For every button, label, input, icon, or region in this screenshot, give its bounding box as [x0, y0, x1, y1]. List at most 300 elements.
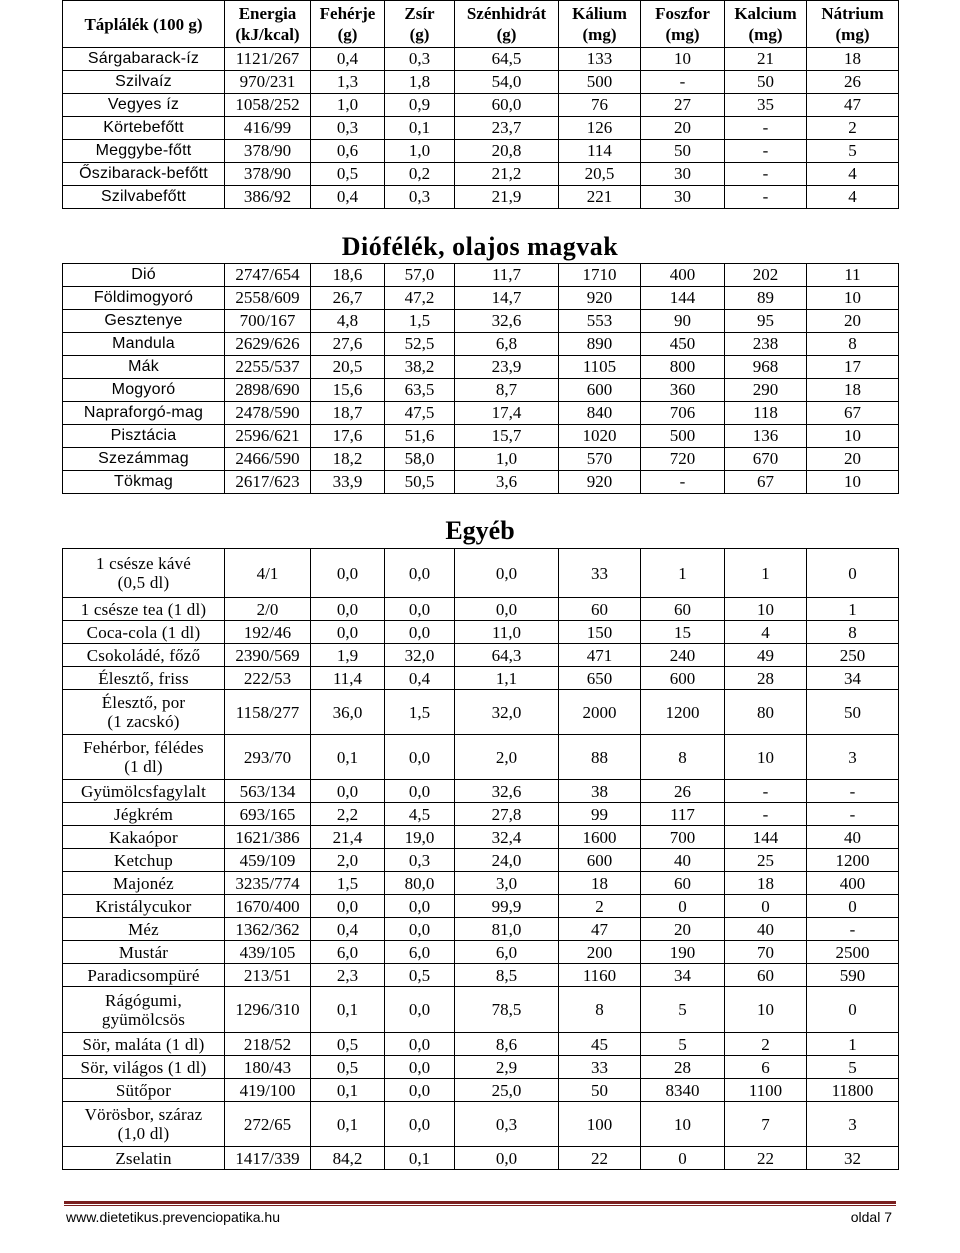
value-cell: 0,0 — [385, 735, 455, 780]
value-cell: 1 — [807, 1033, 899, 1056]
header-text-line: (mg) — [748, 25, 783, 44]
value-cell: 35 — [725, 94, 807, 117]
value-cell: 22 — [559, 1147, 641, 1170]
value-cell: 32,4 — [455, 826, 559, 849]
value-cell: 11 — [807, 264, 899, 287]
value-cell: 2390/569 — [225, 644, 311, 667]
value-cell: 25,0 — [455, 1079, 559, 1102]
value-cell: 970/231 — [225, 71, 311, 94]
header-text-line: (mg) — [835, 25, 870, 44]
value-cell: - — [725, 780, 807, 803]
value-cell: 0,0 — [385, 1033, 455, 1056]
food-name-cell — [63, 918, 225, 941]
value-cell: 60 — [559, 598, 641, 621]
food-name-cell — [63, 71, 225, 94]
value-cell: 27,6 — [311, 333, 385, 356]
value-cell: - — [641, 71, 725, 94]
food-name-line: Vegyes íz — [107, 96, 180, 113]
value-cell: 890 — [559, 333, 641, 356]
header-text-line: Energia — [238, 4, 297, 23]
value-cell: 720 — [641, 448, 725, 471]
value-cell: 416/99 — [225, 117, 311, 140]
value-cell: 17 — [807, 356, 899, 379]
table-row — [63, 1056, 899, 1079]
table-row — [63, 94, 899, 117]
table-row — [63, 310, 899, 333]
table-row — [63, 287, 899, 310]
food-name-line: Paradicsompüré — [87, 965, 200, 985]
value-cell: 0,0 — [455, 549, 559, 598]
value-cell: 250 — [807, 644, 899, 667]
table-row — [63, 1079, 899, 1102]
value-cell: 570 — [559, 448, 641, 471]
table-row — [63, 690, 899, 735]
value-cell: 1,8 — [385, 71, 455, 94]
value-cell: 500 — [559, 71, 641, 94]
value-cell: 15 — [641, 621, 725, 644]
value-cell: 78,5 — [455, 987, 559, 1033]
value-cell: 1,5 — [311, 872, 385, 895]
value-cell: 0,0 — [311, 549, 385, 598]
value-cell: 18 — [807, 48, 899, 71]
value-cell: 419/100 — [225, 1079, 311, 1102]
food-name-cell — [63, 849, 225, 872]
food-name-line: Ketchup — [114, 850, 173, 870]
food-name-cell — [63, 402, 225, 425]
value-cell: 4,8 — [311, 310, 385, 333]
value-cell: 25 — [725, 849, 807, 872]
food-name-line: Csokoládé, főző — [86, 645, 201, 665]
value-cell: 378/90 — [225, 163, 311, 186]
header-text-line: (g) — [337, 25, 358, 44]
value-cell: 144 — [641, 287, 725, 310]
value-cell: 1121/267 — [225, 48, 311, 71]
value-cell: 10 — [807, 425, 899, 448]
value-cell: 2747/654 — [225, 264, 311, 287]
food-name-line: Coca-cola (1 dl) — [86, 622, 201, 642]
value-cell: 1,0 — [455, 448, 559, 471]
value-cell: 1020 — [559, 425, 641, 448]
value-cell: 15,7 — [455, 425, 559, 448]
value-cell: - — [725, 117, 807, 140]
food-name-line: Gesztenye — [104, 312, 183, 329]
value-cell: 378/90 — [225, 140, 311, 163]
header-protein — [311, 1, 385, 48]
value-cell: 57,0 — [385, 264, 455, 287]
food-name-line: Dió — [131, 266, 156, 283]
food-name-cell — [63, 1056, 225, 1079]
table-row — [63, 1102, 899, 1147]
value-cell: 20,5 — [311, 356, 385, 379]
food-name-cell — [63, 379, 225, 402]
value-cell: 0,0 — [385, 918, 455, 941]
value-cell: 2/0 — [225, 598, 311, 621]
food-name-line: Kakaópor — [109, 827, 178, 847]
value-cell: 32 — [807, 1147, 899, 1170]
food-name-cell — [63, 287, 225, 310]
value-cell: 1621/386 — [225, 826, 311, 849]
value-cell: 5 — [641, 1033, 725, 1056]
value-cell: 17,4 — [455, 402, 559, 425]
value-cell: 0 — [807, 987, 899, 1033]
value-cell: 600 — [559, 849, 641, 872]
value-cell: 51,6 — [385, 425, 455, 448]
value-cell: 0,0 — [385, 987, 455, 1033]
value-cell: 0,9 — [385, 94, 455, 117]
value-cell: 50 — [807, 690, 899, 735]
food-name-cell — [63, 941, 225, 964]
value-cell: 58,0 — [385, 448, 455, 471]
value-cell: 10 — [807, 471, 899, 494]
food-name-cell — [63, 264, 225, 287]
table-row — [63, 163, 899, 186]
nuts-nutrition-table — [62, 263, 899, 494]
value-cell: 0,5 — [311, 1056, 385, 1079]
footer-page-number: oldal 7 — [850, 1209, 892, 1225]
value-cell: 8 — [807, 621, 899, 644]
food-name-line: 1 csésze tea (1 dl) — [80, 599, 207, 619]
header-text-line: (g) — [409, 25, 430, 44]
value-cell: 99 — [559, 803, 641, 826]
value-cell: 11,7 — [455, 264, 559, 287]
food-name-line: (0,5 dl) — [117, 573, 170, 592]
value-cell: 1 — [641, 549, 725, 598]
food-name-line: (1,0 dl) — [117, 1124, 170, 1143]
value-cell: 10 — [725, 735, 807, 780]
value-cell: 15,6 — [311, 379, 385, 402]
food-name-cell — [63, 1079, 225, 1102]
value-cell: 1362/362 — [225, 918, 311, 941]
value-cell: 3235/774 — [225, 872, 311, 895]
value-cell: - — [807, 918, 899, 941]
value-cell: 18 — [807, 379, 899, 402]
other-nutrition-table — [62, 548, 899, 1170]
table-row — [63, 987, 899, 1033]
value-cell: 40 — [807, 826, 899, 849]
value-cell: 360 — [641, 379, 725, 402]
food-name-line: Körtebefőtt — [103, 119, 184, 136]
value-cell: 240 — [641, 644, 725, 667]
table-row — [63, 48, 899, 71]
value-cell: - — [725, 803, 807, 826]
value-cell: 89 — [725, 287, 807, 310]
header-phosphorus — [641, 1, 725, 48]
value-cell: 0,0 — [311, 598, 385, 621]
food-name-cell — [63, 356, 225, 379]
food-name-line: Majonéz — [113, 873, 174, 893]
value-cell: 0,6 — [311, 140, 385, 163]
value-cell: 2255/537 — [225, 356, 311, 379]
value-cell: 60 — [641, 872, 725, 895]
table-row — [63, 140, 899, 163]
value-cell: 27 — [641, 94, 725, 117]
value-cell: 20 — [807, 310, 899, 333]
value-cell: 6,0 — [455, 941, 559, 964]
value-cell: 0,1 — [311, 987, 385, 1033]
value-cell: 4 — [807, 163, 899, 186]
value-cell: 2 — [807, 117, 899, 140]
value-cell: 34 — [807, 667, 899, 690]
value-cell: 563/134 — [225, 780, 311, 803]
header-text-line: (mg) — [582, 25, 617, 44]
value-cell: 14,7 — [455, 287, 559, 310]
value-cell: 8,5 — [455, 964, 559, 987]
header-text-line: Kalcium — [734, 4, 797, 23]
value-cell: 6,0 — [385, 941, 455, 964]
value-cell: 50 — [725, 71, 807, 94]
value-cell: 0,1 — [311, 1079, 385, 1102]
value-cell: 23,7 — [455, 117, 559, 140]
header-text-line: Fehérje — [319, 4, 376, 23]
value-cell: 3,6 — [455, 471, 559, 494]
food-name-line: Vörösbor, száraz — [84, 1105, 203, 1124]
value-cell: 2,0 — [311, 849, 385, 872]
value-cell: 2500 — [807, 941, 899, 964]
table-row — [63, 186, 899, 209]
food-name-cell — [63, 895, 225, 918]
food-name-line: Méz — [128, 919, 159, 939]
value-cell: 22 — [725, 1147, 807, 1170]
food-name-cell — [63, 803, 225, 826]
food-name-line: Sütőpor — [115, 1080, 172, 1100]
food-name-line: Szilvabefőtt — [100, 188, 187, 205]
value-cell: 10 — [807, 287, 899, 310]
value-cell: 99,9 — [455, 895, 559, 918]
value-cell: 26,7 — [311, 287, 385, 310]
food-name-cell — [63, 140, 225, 163]
value-cell: 1,9 — [311, 644, 385, 667]
table-row — [63, 918, 899, 941]
value-cell: 590 — [807, 964, 899, 987]
table-row — [63, 872, 899, 895]
header-calcium — [725, 1, 807, 48]
value-cell: 450 — [641, 333, 725, 356]
value-cell: 118 — [725, 402, 807, 425]
value-cell: 33 — [559, 549, 641, 598]
value-cell: 1710 — [559, 264, 641, 287]
table-row — [63, 333, 899, 356]
table-row — [63, 941, 899, 964]
table-row — [63, 356, 899, 379]
table-row — [63, 735, 899, 780]
value-cell: 0,2 — [385, 163, 455, 186]
value-cell: 2,2 — [311, 803, 385, 826]
value-cell: 32,6 — [455, 310, 559, 333]
table-row — [63, 964, 899, 987]
header-text-line: Foszfor — [655, 4, 710, 23]
value-cell: 47,5 — [385, 402, 455, 425]
value-cell: 10 — [641, 48, 725, 71]
value-cell: 2,9 — [455, 1056, 559, 1079]
food-name-cell — [63, 117, 225, 140]
footer-divider — [64, 1201, 896, 1204]
value-cell: 0,1 — [385, 1147, 455, 1170]
value-cell: 238 — [725, 333, 807, 356]
value-cell: 20 — [807, 448, 899, 471]
value-cell: 30 — [641, 163, 725, 186]
value-cell: 920 — [559, 287, 641, 310]
food-name-line: Kristálycukor — [95, 896, 192, 916]
value-cell: 2898/690 — [225, 379, 311, 402]
value-cell: 0,0 — [455, 598, 559, 621]
header-food: Táplálék (100 g) — [63, 1, 225, 48]
value-cell: 221 — [559, 186, 641, 209]
value-cell: 38 — [559, 780, 641, 803]
value-cell: 693/165 — [225, 803, 311, 826]
food-name-line: Tökmag — [114, 473, 173, 490]
value-cell: 20 — [641, 117, 725, 140]
value-cell: 439/105 — [225, 941, 311, 964]
value-cell: 600 — [559, 379, 641, 402]
value-cell: 0,4 — [311, 918, 385, 941]
value-cell: 47 — [807, 94, 899, 117]
value-cell: 0 — [725, 895, 807, 918]
value-cell: 27,8 — [455, 803, 559, 826]
value-cell: 76 — [559, 94, 641, 117]
value-cell: 0,0 — [385, 549, 455, 598]
value-cell: 2,3 — [311, 964, 385, 987]
food-name-cell — [63, 48, 225, 71]
value-cell: 0,0 — [311, 780, 385, 803]
value-cell: 192/46 — [225, 621, 311, 644]
value-cell: 0,5 — [311, 1033, 385, 1056]
food-name-line: Mák — [128, 358, 159, 375]
value-cell: 133 — [559, 48, 641, 71]
value-cell: 290 — [725, 379, 807, 402]
value-cell: 126 — [559, 117, 641, 140]
value-cell: 34 — [641, 964, 725, 987]
value-cell: 11,4 — [311, 667, 385, 690]
value-cell: 1600 — [559, 826, 641, 849]
value-cell: 1,1 — [455, 667, 559, 690]
value-cell: 202 — [725, 264, 807, 287]
value-cell: 218/52 — [225, 1033, 311, 1056]
value-cell: - — [807, 803, 899, 826]
value-cell: 2558/609 — [225, 287, 311, 310]
value-cell: 4 — [725, 621, 807, 644]
value-cell: 18,2 — [311, 448, 385, 471]
food-name-line: Napraforgó-mag — [83, 404, 204, 421]
food-name-line: (1 zacskó) — [107, 712, 180, 731]
value-cell: 0 — [641, 1147, 725, 1170]
value-cell: 386/92 — [225, 186, 311, 209]
value-cell: 1200 — [807, 849, 899, 872]
section-title-other: Egyéb — [445, 516, 515, 545]
value-cell: 1105 — [559, 356, 641, 379]
value-cell: 0,0 — [385, 1102, 455, 1147]
value-cell: 10 — [725, 987, 807, 1033]
footer-url: www.dietetikus.prevenciopatika.hu — [66, 1209, 281, 1225]
food-name-cell — [63, 826, 225, 849]
value-cell: 0,3 — [385, 186, 455, 209]
food-name-line: Élesztő, friss — [98, 668, 189, 688]
value-cell: 33,9 — [311, 471, 385, 494]
value-cell: 8 — [807, 333, 899, 356]
value-cell: 26 — [641, 780, 725, 803]
food-name-cell — [63, 644, 225, 667]
food-name-cell — [63, 549, 225, 598]
header-sodium — [807, 1, 899, 48]
food-name-cell — [63, 690, 225, 735]
value-cell: 670 — [725, 448, 807, 471]
value-cell: 60 — [641, 598, 725, 621]
value-cell: 1,5 — [385, 310, 455, 333]
food-name-cell — [63, 964, 225, 987]
value-cell: 64,3 — [455, 644, 559, 667]
table-row — [63, 264, 899, 287]
value-cell: 19,0 — [385, 826, 455, 849]
value-cell: 6,8 — [455, 333, 559, 356]
value-cell: 180/43 — [225, 1056, 311, 1079]
value-cell: 2,0 — [455, 735, 559, 780]
fruit-nutrition-table — [62, 0, 899, 209]
value-cell: 114 — [559, 140, 641, 163]
value-cell: 400 — [807, 872, 899, 895]
value-cell: 1158/277 — [225, 690, 311, 735]
food-name-cell — [63, 94, 225, 117]
value-cell: 293/70 — [225, 735, 311, 780]
food-name-line: gyümölcsös — [101, 1009, 186, 1029]
value-cell: 6,0 — [311, 941, 385, 964]
value-cell: 700 — [641, 826, 725, 849]
food-name-line: Meggybe-főtt — [95, 142, 192, 159]
value-cell: 650 — [559, 667, 641, 690]
food-name-line: Élesztő, por — [101, 693, 186, 712]
value-cell: 471 — [559, 644, 641, 667]
value-cell: 0,3 — [385, 48, 455, 71]
value-cell: 1100 — [725, 1079, 807, 1102]
value-cell: 3 — [807, 1102, 899, 1147]
food-name-cell — [63, 425, 225, 448]
value-cell: 17,6 — [311, 425, 385, 448]
table-row — [63, 448, 899, 471]
value-cell: 2629/626 — [225, 333, 311, 356]
value-cell: 0,4 — [385, 667, 455, 690]
value-cell: 2000 — [559, 690, 641, 735]
table-row — [63, 425, 899, 448]
value-cell: 136 — [725, 425, 807, 448]
value-cell: 0,0 — [385, 621, 455, 644]
food-name-cell — [63, 780, 225, 803]
food-name-line: Őszibarack-befőtt — [79, 165, 208, 182]
value-cell: 1,0 — [311, 94, 385, 117]
food-name-cell — [63, 1033, 225, 1056]
value-cell: 800 — [641, 356, 725, 379]
value-cell: 1296/310 — [225, 987, 311, 1033]
food-name-line: Szilvaíz — [115, 73, 172, 90]
food-name-line: Pisztácia — [110, 427, 177, 444]
value-cell: 553 — [559, 310, 641, 333]
value-cell: 21,4 — [311, 826, 385, 849]
value-cell: 222/53 — [225, 667, 311, 690]
food-name-line: Földimogyoró — [93, 289, 194, 306]
value-cell: 47 — [559, 918, 641, 941]
value-cell: 8 — [559, 987, 641, 1033]
value-cell: 38,2 — [385, 356, 455, 379]
table-row — [63, 598, 899, 621]
value-cell: 1 — [725, 549, 807, 598]
food-name-line: Szezámmag — [98, 450, 189, 467]
value-cell: 700/167 — [225, 310, 311, 333]
value-cell: 1 — [807, 598, 899, 621]
table-row — [63, 849, 899, 872]
food-name-cell — [63, 1147, 225, 1170]
value-cell: 81,0 — [455, 918, 559, 941]
value-cell: 4/1 — [225, 549, 311, 598]
value-cell: 2466/590 — [225, 448, 311, 471]
table-row — [63, 895, 899, 918]
table-row — [63, 803, 899, 826]
